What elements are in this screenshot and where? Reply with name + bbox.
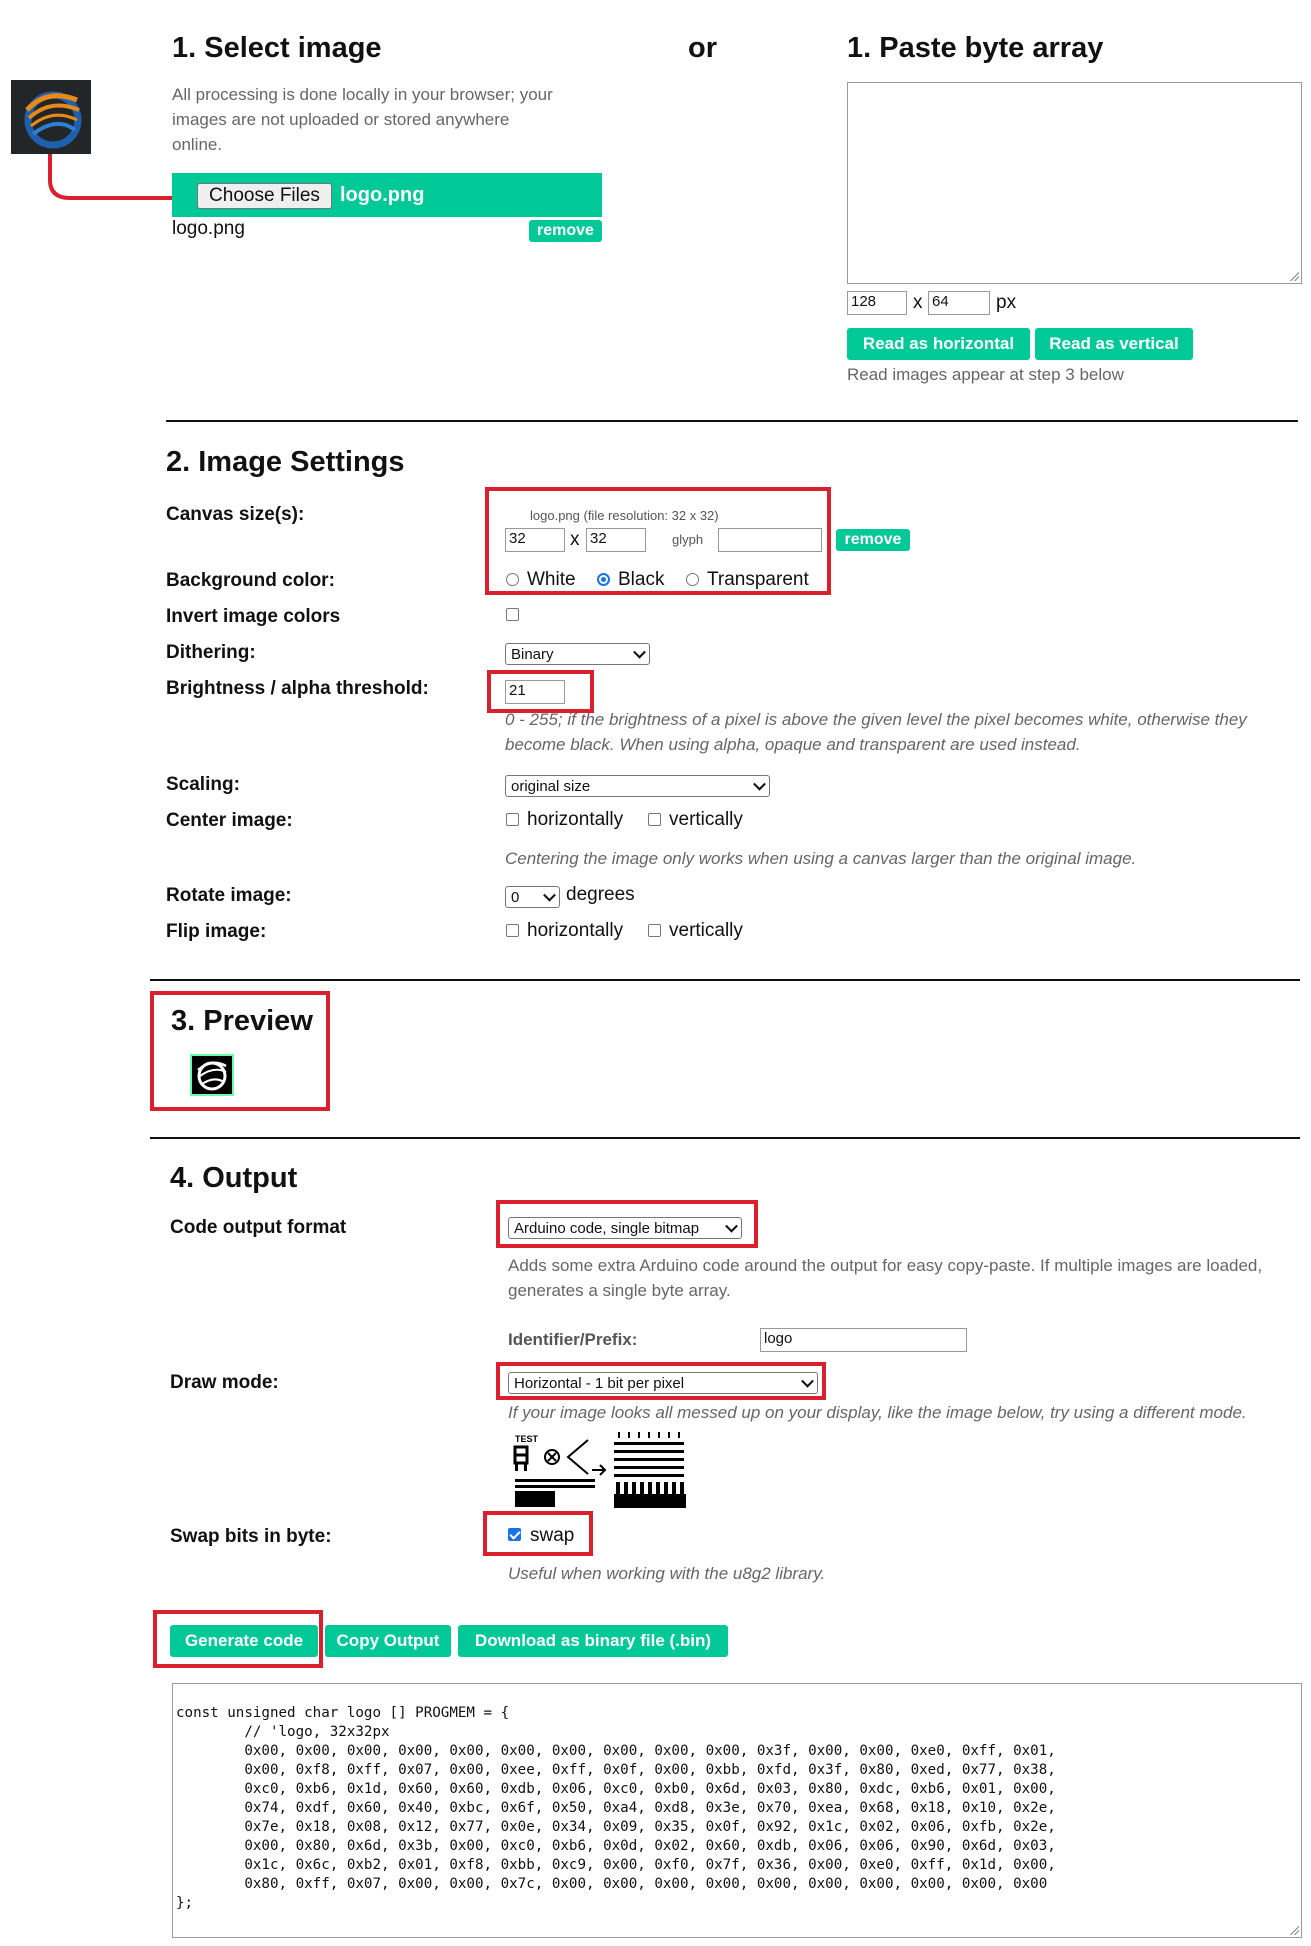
- preview-image: [190, 1054, 234, 1096]
- resize-grip-icon[interactable]: [1289, 271, 1299, 281]
- identifier-label: Identifier/Prefix:: [508, 1330, 638, 1349]
- choose-files-button[interactable]: [197, 183, 332, 209]
- source-logo-thumbnail: [11, 80, 91, 154]
- code-output-text: const unsigned char logo [] PROGMEM = { // 'logo, 32x32px 0x00, 0x00, 0x00, 0x00, 0x00, 0x00, 0x00, 0x00, 0x00, 0x00, 0x3f, 0x00, 0x00, 0xe0, 0xff, 0x01, 0x00, 0xf8, 0xff, 0x07, 0x00, 0xee, 0xff, 0x0f, 0x00, 0xbb, 0xfd, 0x3f, 0x80, 0xed, 0x77, 0x38, 0xc0, 0xb6, 0x1d, 0x60, 0x60, 0xdb, 0x06, 0xc0, 0xb0, 0x6d, 0x03, 0x80, 0xdc, 0xb6, 0x01, 0x00, 0x74, 0xdf, 0x60, 0x40, 0xbc, 0x6f, 0x50, 0xa4, 0xd8, 0x3e, 0x70, 0xea, 0x68, 0x18, 0x10, 0x2e, 0x7e, 0x18, 0x08, 0x12, 0x77, 0x0e, 0x34, 0x09, 0x35, 0x0f, 0x92, 0x1c, 0x02, 0x06, 0xfb, 0x2e, 0x00, 0x80, 0x6d, 0x3b, 0x00, 0xc0, 0xb6, 0x0d, 0x02, 0x60, 0xdb, 0x06, 0x06, 0x90, 0x6d, 0x03, 0x1c, 0x6c, 0xb2, 0x01, 0xf8, 0xbb, 0xc9, 0x00, 0xf0, 0x7f, 0x36, 0x00, 0xe0, 0xff, 0x1d, 0x00, 0x80, 0xff, 0x07, 0x00, 0x00, 0x7c, 0x00, 0x00, 0x00, 0x00, 0x00, 0x00, 0x00, 0x00, 0x00, 0x00 };: [176, 1705, 1056, 1911]
- or-separator: or: [688, 32, 717, 64]
- bg-black-label: Black: [618, 569, 665, 590]
- sample-test-text: TEST: [515, 1434, 539, 1444]
- dithering-value: Binary: [511, 646, 554, 663]
- paste-height-input[interactable]: 64: [928, 291, 990, 315]
- flip-vertical-checkbox[interactable]: [648, 924, 661, 937]
- processing-description: All processing is done locally in your browser; your images are not uploaded or stored anywhere online.: [172, 85, 553, 154]
- read-images-note: Read images appear at step 3 below: [847, 365, 1124, 384]
- byte-array-textarea[interactable]: [847, 82, 1302, 284]
- resize-grip-icon[interactable]: [1289, 1925, 1299, 1935]
- remove-canvas-label: remove: [844, 531, 902, 548]
- draw-mode-value: Horizontal - 1 bit per pixel: [514, 1375, 685, 1392]
- chevron-down-icon: [633, 646, 646, 659]
- logo-image-icon: [11, 80, 91, 154]
- copy-output-button[interactable]: [325, 1625, 451, 1657]
- canvas-width-input[interactable]: 32: [505, 528, 565, 552]
- flip-horizontal-checkbox[interactable]: [506, 924, 519, 937]
- code-format-label: Code output format: [170, 1217, 347, 1238]
- rotate-image-label: Rotate image:: [166, 885, 292, 906]
- divider-1: [166, 420, 1298, 422]
- canvas-size-label: Canvas size(s):: [166, 504, 305, 525]
- select-image-title: 1. Select image: [172, 32, 382, 64]
- swap-bits-label: Swap bits in byte:: [170, 1526, 332, 1547]
- messed-up-display-icon: [510, 1430, 710, 1512]
- canvas-x-label: x: [570, 529, 580, 550]
- scaling-label: Scaling:: [166, 774, 240, 795]
- threshold-input[interactable]: 21: [505, 680, 565, 704]
- generate-code-button[interactable]: [170, 1625, 318, 1657]
- glyph-label: glyph: [672, 532, 704, 547]
- preview-title: 3. Preview: [171, 1005, 313, 1037]
- paste-unit-label: px: [996, 292, 1017, 313]
- remove-label: remove: [537, 222, 594, 239]
- divider-3: [150, 1137, 1300, 1139]
- remove-canvas-button[interactable]: [836, 529, 910, 551]
- copy-output-label: Copy Output: [336, 1631, 440, 1650]
- flip-horizontal-label: horizontally: [527, 920, 624, 941]
- center-horizontal-checkbox[interactable]: [506, 813, 519, 826]
- bg-transparent-radio[interactable]: [686, 573, 699, 586]
- identifier-input[interactable]: logo: [760, 1328, 967, 1352]
- threshold-note: 0 - 255; if the brightness of a pixel is above the given level the pixel becomes white, otherwise they become black. When using alpha, opaque and transparent are used instead.: [505, 710, 1247, 754]
- dithering-select[interactable]: [505, 643, 650, 665]
- flip-vertical-label: vertically: [669, 920, 743, 941]
- bg-white-label: White: [527, 569, 576, 590]
- flip-image-label: Flip image:: [166, 921, 267, 942]
- center-vertical-checkbox[interactable]: [648, 813, 661, 826]
- paste-x-label: x: [913, 292, 923, 313]
- paste-byte-array-title: 1. Paste byte array: [847, 32, 1104, 64]
- remove-file-button[interactable]: [529, 220, 602, 242]
- bg-transparent-label: Transparent: [707, 569, 809, 590]
- dithering-label: Dithering:: [166, 642, 256, 663]
- read-vertical-label: Read as vertical: [1049, 334, 1179, 353]
- read-horizontal-button[interactable]: [847, 328, 1030, 360]
- image-settings-title: 2. Image Settings: [166, 446, 405, 478]
- chosen-file-name: logo.png: [340, 184, 425, 206]
- code-format-value: Arduino code, single bitmap: [514, 1220, 700, 1237]
- paste-width-input[interactable]: 128: [847, 291, 907, 315]
- chevron-down-icon: [543, 889, 556, 902]
- center-image-label: Center image:: [166, 810, 293, 831]
- chevron-down-icon: [753, 778, 766, 791]
- invert-colors-label: Invert image colors: [166, 606, 341, 627]
- code-output-textarea[interactable]: [172, 1683, 1302, 1938]
- canvas-height-input[interactable]: 32: [586, 528, 646, 552]
- swap-text: swap: [530, 1525, 575, 1546]
- chevron-down-icon: [801, 1375, 814, 1388]
- glyph-input[interactable]: [718, 528, 822, 552]
- draw-mode-note: If your image looks all messed up on your display, like the image below, try using a different mode.: [508, 1403, 1247, 1422]
- generate-code-label: Generate code: [184, 1631, 304, 1650]
- choose-files-label: Choose Files: [209, 185, 320, 206]
- center-note: Centering the image only works when using a canvas larger than the original image.: [505, 849, 1137, 868]
- threshold-label: Brightness / alpha threshold:: [166, 678, 429, 699]
- code-format-note: Adds some extra Arduino code around the output for easy copy-paste. If multiple images are loaded, generates a single byte array.: [508, 1256, 1263, 1300]
- divider-2: [150, 979, 1300, 981]
- center-vertical-label: vertically: [669, 809, 743, 830]
- output-title: 4. Output: [170, 1162, 298, 1194]
- bg-white-radio[interactable]: [506, 573, 519, 586]
- draw-mode-sample-image: [510, 1430, 710, 1512]
- bg-black-radio[interactable]: [597, 573, 610, 586]
- swap-checkbox[interactable]: [508, 1528, 521, 1541]
- scaling-value: original size: [511, 778, 591, 795]
- file-list-name: logo.png: [172, 218, 245, 239]
- degrees-label: degrees: [566, 884, 635, 905]
- draw-mode-select[interactable]: [508, 1372, 818, 1394]
- draw-mode-label: Draw mode:: [170, 1372, 279, 1393]
- file-resolution-info: logo.png (file resolution: 32 x 32): [530, 508, 719, 523]
- background-color-label: Background color:: [166, 570, 335, 591]
- download-binary-button[interactable]: [458, 1625, 728, 1657]
- scaling-select[interactable]: [505, 775, 770, 797]
- center-horizontal-label: horizontally: [527, 809, 624, 830]
- invert-colors-checkbox[interactable]: [506, 608, 519, 621]
- rotate-value: 0: [511, 889, 520, 906]
- preview-logo-icon: [192, 1056, 232, 1094]
- code-format-select[interactable]: [508, 1217, 742, 1239]
- download-binary-label: Download as binary file (.bin): [474, 1631, 712, 1650]
- swap-note: Useful when working with the u8g2 library.: [508, 1564, 826, 1583]
- rotate-select[interactable]: [505, 886, 560, 908]
- read-vertical-button[interactable]: [1035, 328, 1193, 360]
- chevron-down-icon: [725, 1220, 738, 1233]
- read-horizontal-label: Read as horizontal: [862, 334, 1015, 353]
